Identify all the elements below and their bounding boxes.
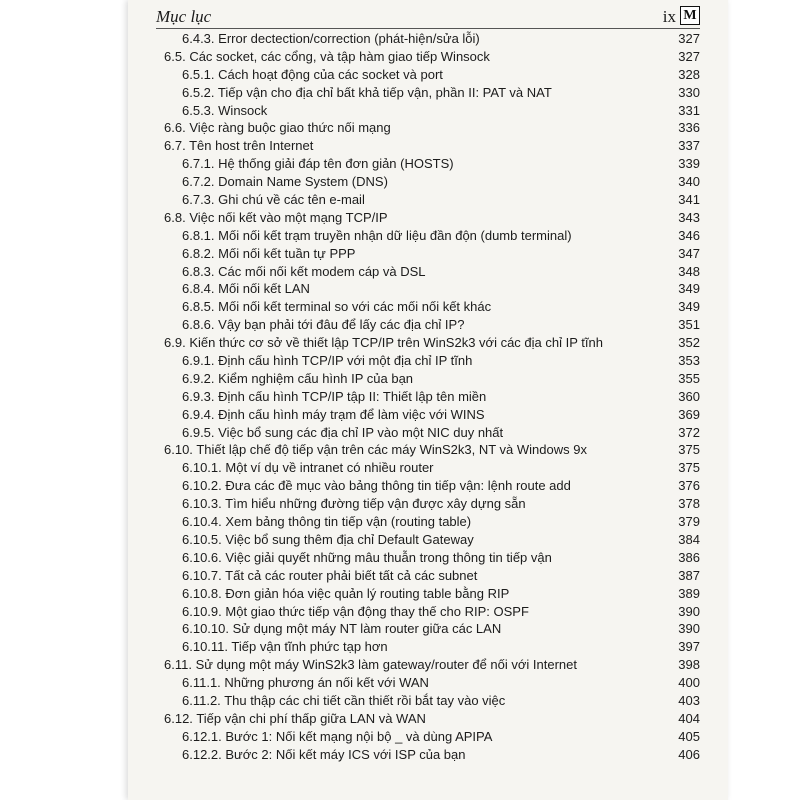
- toc-entry-number: 6.5.2.: [182, 84, 215, 100]
- toc-entry-title: [182, 155, 650, 173]
- toc-entry: [156, 280, 700, 298]
- toc-entry-text: Sử dụng một máy WinS2k3 làm gateway/router để nối với Internet: [195, 657, 577, 673]
- page-number: ix: [662, 7, 676, 26]
- toc-entry-number: 6.9.4.: [182, 406, 215, 422]
- toc-entry-page: 346: [678, 227, 700, 243]
- toc-entry-text: Việc bổ sung các địa chỉ IP vào một NIC duy nhất: [218, 424, 504, 440]
- toc-entry-title: [182, 513, 650, 531]
- toc-entry-number: 6.10.2.: [182, 478, 222, 494]
- toc-entry: [156, 173, 700, 191]
- toc-entry-title: [164, 334, 650, 352]
- toc-entry-text: Việc ràng buộc giao thức nối mạng: [189, 120, 391, 136]
- toc-entry: [156, 424, 700, 442]
- toc-entry-title: [182, 674, 650, 692]
- toc-entry-title: [182, 173, 650, 191]
- toc-entry: [156, 495, 700, 513]
- toc-entry: [156, 459, 700, 477]
- page-header: [156, 6, 700, 29]
- toc-entry-page: 375: [678, 460, 700, 476]
- toc-entry-number: 6.10.7.: [182, 567, 222, 583]
- toc-entry-text: Domain Name System (DNS): [218, 174, 388, 190]
- toc-entry-title: [182, 746, 650, 764]
- toc-entry-title: [164, 710, 650, 728]
- toc-entry-text: Một giao thức tiếp vận động thay thế cho RIP: OSPF: [225, 603, 529, 619]
- toc-entry: [156, 603, 700, 621]
- toc-entry: [156, 334, 700, 352]
- toc-entry: [156, 585, 700, 603]
- toc-entry-text: Tất cả các router phải biết tất cả các subnet: [225, 567, 478, 583]
- toc-entry-title: [182, 245, 650, 263]
- toc-entry-page: 353: [678, 353, 700, 369]
- toc-entry-page: 327: [678, 48, 700, 64]
- toc-entry-number: 6.10.10.: [182, 621, 229, 637]
- toc-entry-text: Kiến thức cơ sở về thiết lập TCP/IP trên WinS2k3 với các địa chỉ IP tĩnh: [189, 335, 603, 351]
- toc-entry-page: 347: [678, 245, 700, 261]
- toc-entry-page: 387: [678, 567, 700, 583]
- toc-entry-page: 390: [678, 621, 700, 637]
- toc-entry-page: 355: [678, 370, 700, 386]
- toc-entry-page: 360: [678, 388, 700, 404]
- toc-entry-title: [182, 30, 650, 48]
- toc-entry-title: [182, 388, 650, 406]
- toc-entry-number: 6.11.1.: [182, 675, 221, 691]
- toc-entry-page: 397: [678, 639, 700, 655]
- toc-entry-text: Định cấu hình TCP/IP tập II: Thiết lập tên miền: [218, 388, 487, 404]
- toc-entry-number: 6.4.3.: [182, 31, 215, 46]
- toc-entry-number: 6.11.2.: [182, 692, 221, 708]
- toc-entry-title: [182, 191, 650, 209]
- toc-entry-page: 405: [678, 728, 700, 744]
- toc-entry: [156, 728, 700, 746]
- toc-entry-number: 6.5.3.: [182, 102, 215, 118]
- toc-entry-page: 372: [678, 424, 700, 440]
- toc-entry-number: 6.12.2.: [182, 746, 222, 762]
- toc-entry: [156, 227, 700, 245]
- toc-entry-number: 6.10.1.: [182, 460, 222, 476]
- toc-entry-number: 6.9.1.: [182, 353, 215, 369]
- toc-entry-title: [182, 316, 650, 334]
- toc-entry-title: [182, 102, 650, 120]
- toc-entry-title: [182, 692, 650, 710]
- toc-entry-text: Các mối nối kết modem cáp và DSL: [218, 263, 426, 279]
- toc-entry: [156, 155, 700, 173]
- toc-entry-title: [164, 119, 650, 137]
- toc-entry: [156, 84, 700, 102]
- toc-entry-text: Error dectection/correction (phát-hiện/sửa lỗi): [218, 31, 480, 46]
- toc-entry-page: 331: [678, 102, 700, 118]
- toc-entry: [156, 119, 700, 137]
- toc-entry-title: [164, 48, 650, 66]
- toc-entry-number: 6.12.1.: [182, 728, 222, 744]
- toc-entry: [156, 137, 700, 155]
- toc-entry: [156, 513, 700, 531]
- toc-entry: [156, 477, 700, 495]
- toc-entry-title: [164, 209, 650, 227]
- toc-entry-number: 6.10.4.: [182, 514, 222, 530]
- toc-entry-page: 384: [678, 531, 700, 547]
- toc-entry-text: Việc giải quyết những mâu thuẫn trong thông tin tiếp vận: [225, 549, 552, 565]
- toc-entry-text: Một ví dụ về intranet có nhiều router: [225, 460, 434, 476]
- publisher-logo: M: [680, 6, 700, 25]
- toc-entry-number: 6.10.9.: [182, 603, 222, 619]
- toc-entry-title: [182, 531, 650, 549]
- toc-entry-page: 352: [678, 335, 700, 351]
- toc-entry-page: 340: [678, 174, 700, 190]
- toc-entry-text: Sử dụng một máy NT làm router giữa các LAN: [232, 621, 502, 637]
- toc-entry-page: 349: [678, 281, 700, 297]
- toc-entry-title: [182, 477, 650, 495]
- toc-entry-text: Đưa các đề mục vào bảng thông tin tiếp vận: lệnh route add: [225, 478, 571, 494]
- toc-entry-text: Mối nối kết terminal so với các mối nối kết khác: [218, 299, 492, 315]
- toc-entry-text: Mối nối kết tuần tự PPP: [218, 245, 356, 261]
- toc-entry-title: [182, 728, 650, 746]
- toc-entry-text: Những phương án nối kết với WAN: [224, 675, 429, 691]
- toc-entry: [156, 30, 700, 48]
- toc-entry-title: [182, 298, 650, 316]
- toc-entry: [156, 656, 700, 674]
- toc-entry-title: [182, 263, 650, 281]
- toc-entry-text: Vậy bạn phải tới đâu để lấy các địa chỉ IP?: [218, 317, 465, 333]
- toc-entry-page: 330: [678, 84, 700, 100]
- toc-entry-number: 6.8.6.: [182, 317, 215, 333]
- toc-entry-page: 337: [678, 138, 700, 154]
- toc-entry-number: 6.8.3.: [182, 263, 215, 279]
- toc-entry-number: 6.8.4.: [182, 281, 215, 297]
- toc-entry-page: 343: [678, 209, 700, 225]
- toc-entry-text: Bước 2: Nối kết máy ICS với ISP của bạn: [225, 746, 466, 762]
- toc-entry-number: 6.10.: [164, 442, 193, 458]
- toc-entry-title: [164, 137, 650, 155]
- toc-entry-text: Định cấu hình máy trạm để làm việc với WINS: [218, 406, 485, 422]
- toc-entry-text: Mối nối kết LAN: [218, 281, 310, 297]
- toc-entry-title: [182, 459, 650, 477]
- toc-entry-number: 6.9.5.: [182, 424, 215, 440]
- toc-entry-number: 6.7.2.: [182, 174, 215, 190]
- toc-entry: [156, 263, 700, 281]
- toc-entry-number: 6.9.3.: [182, 388, 215, 404]
- toc-entry-number: 6.8.1.: [182, 227, 215, 243]
- toc-entry-title: [182, 352, 650, 370]
- toc-entry-page: 327: [678, 31, 700, 46]
- toc-entry-text: Cách hoạt động của các socket và port: [218, 66, 443, 82]
- toc-entry-page: 379: [678, 514, 700, 530]
- toc-entry: [156, 567, 700, 585]
- toc-entry: [156, 48, 700, 66]
- book-page: [128, 0, 728, 800]
- toc-entry-title: [182, 549, 650, 567]
- toc-entry-text: Ghi chú về các tên e-mail: [218, 192, 365, 208]
- toc-entry-page: 400: [678, 675, 700, 691]
- toc-entry-number: 6.8.: [164, 209, 186, 225]
- toc-entry-page: 369: [678, 406, 700, 422]
- toc-entry: [156, 298, 700, 316]
- toc-entry-number: 6.12.: [164, 710, 193, 726]
- toc-entry-title: [182, 84, 650, 102]
- toc-entry-text: Định cấu hình TCP/IP với một địa chỉ IP tĩnh: [218, 353, 473, 369]
- toc-entry-number: 6.8.5.: [182, 299, 215, 315]
- toc-entry-title: [164, 441, 650, 459]
- toc-entry-title: [182, 495, 650, 513]
- toc-entry: [156, 352, 700, 370]
- toc-entry-number: 6.11.: [164, 657, 192, 673]
- table-of-contents: [156, 30, 700, 764]
- toc-entry-text: Winsock: [218, 102, 268, 118]
- toc-entry-title: [164, 656, 650, 674]
- toc-entry: [156, 102, 700, 120]
- toc-entry-text: Xem bảng thông tin tiếp vận (routing table): [225, 514, 472, 530]
- toc-entry: [156, 746, 700, 764]
- toc-entry: [156, 66, 700, 84]
- toc-entry-page: 328: [678, 66, 700, 82]
- toc-entry-number: 6.9.2.: [182, 370, 215, 386]
- toc-entry-text: Các socket, các cổng, và tập hàm giao tiếp Winsock: [189, 48, 490, 64]
- toc-entry-number: 6.7.: [164, 138, 186, 154]
- toc-entry: [156, 710, 700, 728]
- toc-entry-text: Thiết lập chế độ tiếp vận trên các máy WinS2k3, NT và Windows 9x: [196, 442, 587, 458]
- toc-entry-number: 6.5.1.: [182, 66, 215, 82]
- toc-entry: [156, 674, 700, 692]
- running-title: Mục lục: [156, 7, 212, 26]
- toc-entry-text: Việc bổ sung thêm địa chỉ Default Gateway: [225, 531, 474, 547]
- toc-entry-title: [182, 66, 650, 84]
- toc-entry: [156, 245, 700, 263]
- toc-entry-page: 376: [678, 478, 700, 494]
- toc-entry-page: 403: [678, 692, 700, 708]
- toc-entry-page: 390: [678, 603, 700, 619]
- toc-entry-page: 349: [678, 299, 700, 315]
- toc-entry-page: 341: [678, 192, 700, 208]
- toc-entry: [156, 316, 700, 334]
- toc-entry-title: [182, 585, 650, 603]
- toc-entry: [156, 531, 700, 549]
- toc-entry-page: 404: [678, 710, 700, 726]
- toc-entry-text: Tiếp vận tĩnh phức tạp hơn: [231, 639, 388, 655]
- toc-entry-number: 6.6.: [164, 120, 186, 136]
- toc-entry-text: Tiếp vận chi phí thấp giữa LAN và WAN: [196, 710, 426, 726]
- toc-entry-title: [182, 280, 650, 298]
- toc-entry-text: Thu thập các chi tiết cần thiết rồi bắt tay vào việc: [224, 692, 506, 708]
- toc-entry: [156, 370, 700, 388]
- toc-entry-text: Tên host trên Internet: [189, 138, 314, 154]
- toc-entry-page: 378: [678, 496, 700, 512]
- toc-entry-title: [182, 620, 650, 638]
- toc-entry-title: [182, 227, 650, 245]
- toc-entry: [156, 620, 700, 638]
- toc-entry-number: 6.10.5.: [182, 531, 222, 547]
- toc-entry-number: 6.5.: [164, 48, 186, 64]
- toc-entry-text: Việc nối kết vào một mạng TCP/IP: [189, 209, 388, 225]
- toc-entry-title: [182, 406, 650, 424]
- toc-entry-page: 339: [678, 156, 700, 172]
- toc-entry-page: 351: [678, 317, 700, 333]
- toc-entry: [156, 191, 700, 209]
- toc-entry-title: [182, 638, 650, 656]
- toc-entry-page: 336: [678, 120, 700, 136]
- toc-entry-text: Mối nối kết trạm truyền nhận dữ liệu đần độn (dumb terminal): [218, 227, 572, 243]
- toc-entry: [156, 638, 700, 656]
- toc-entry-number: 6.7.3.: [182, 192, 215, 208]
- toc-entry-number: 6.10.3.: [182, 496, 222, 512]
- toc-entry-page: 406: [678, 746, 700, 762]
- toc-entry-number: 6.10.11.: [182, 639, 229, 655]
- toc-entry-page: 375: [678, 442, 700, 458]
- toc-entry: [156, 209, 700, 227]
- toc-entry-text: Tiếp vận cho địa chỉ bất khả tiếp vận, phần II: PAT và NAT: [217, 84, 552, 100]
- toc-entry-page: 386: [678, 549, 700, 565]
- toc-entry-title: [182, 603, 650, 621]
- toc-entry-title: [182, 567, 650, 585]
- toc-entry-title: [182, 370, 650, 388]
- toc-entry-text: Hệ thống giải đáp tên đơn giản (HOSTS): [218, 156, 454, 172]
- toc-entry-number: 6.8.2.: [182, 245, 215, 261]
- toc-entry-number: 6.10.8.: [182, 585, 222, 601]
- toc-entry-text: Đơn giản hóa việc quản lý routing table bằng RIP: [225, 585, 510, 601]
- toc-entry-number: 6.9.: [164, 335, 186, 351]
- toc-entry-number: 6.7.1.: [182, 156, 215, 172]
- toc-entry: [156, 692, 700, 710]
- toc-entry-title: [182, 424, 650, 442]
- toc-entry: [156, 406, 700, 424]
- toc-entry-page: 348: [678, 263, 700, 279]
- toc-entry-page: 398: [678, 657, 700, 673]
- toc-entry-text: Kiểm nghiệm cấu hình IP của bạn: [218, 370, 414, 386]
- toc-entry-number: 6.10.6.: [182, 549, 222, 565]
- toc-entry-page: 389: [678, 585, 700, 601]
- toc-entry-text: Tìm hiểu những đường tiếp vận được xây dựng sẵn: [225, 496, 526, 512]
- toc-entry: [156, 549, 700, 567]
- toc-entry: [156, 441, 700, 459]
- toc-entry: [156, 388, 700, 406]
- toc-entry-text: Bước 1: Nối kết mạng nội bộ _ và dùng APIPA: [225, 728, 493, 744]
